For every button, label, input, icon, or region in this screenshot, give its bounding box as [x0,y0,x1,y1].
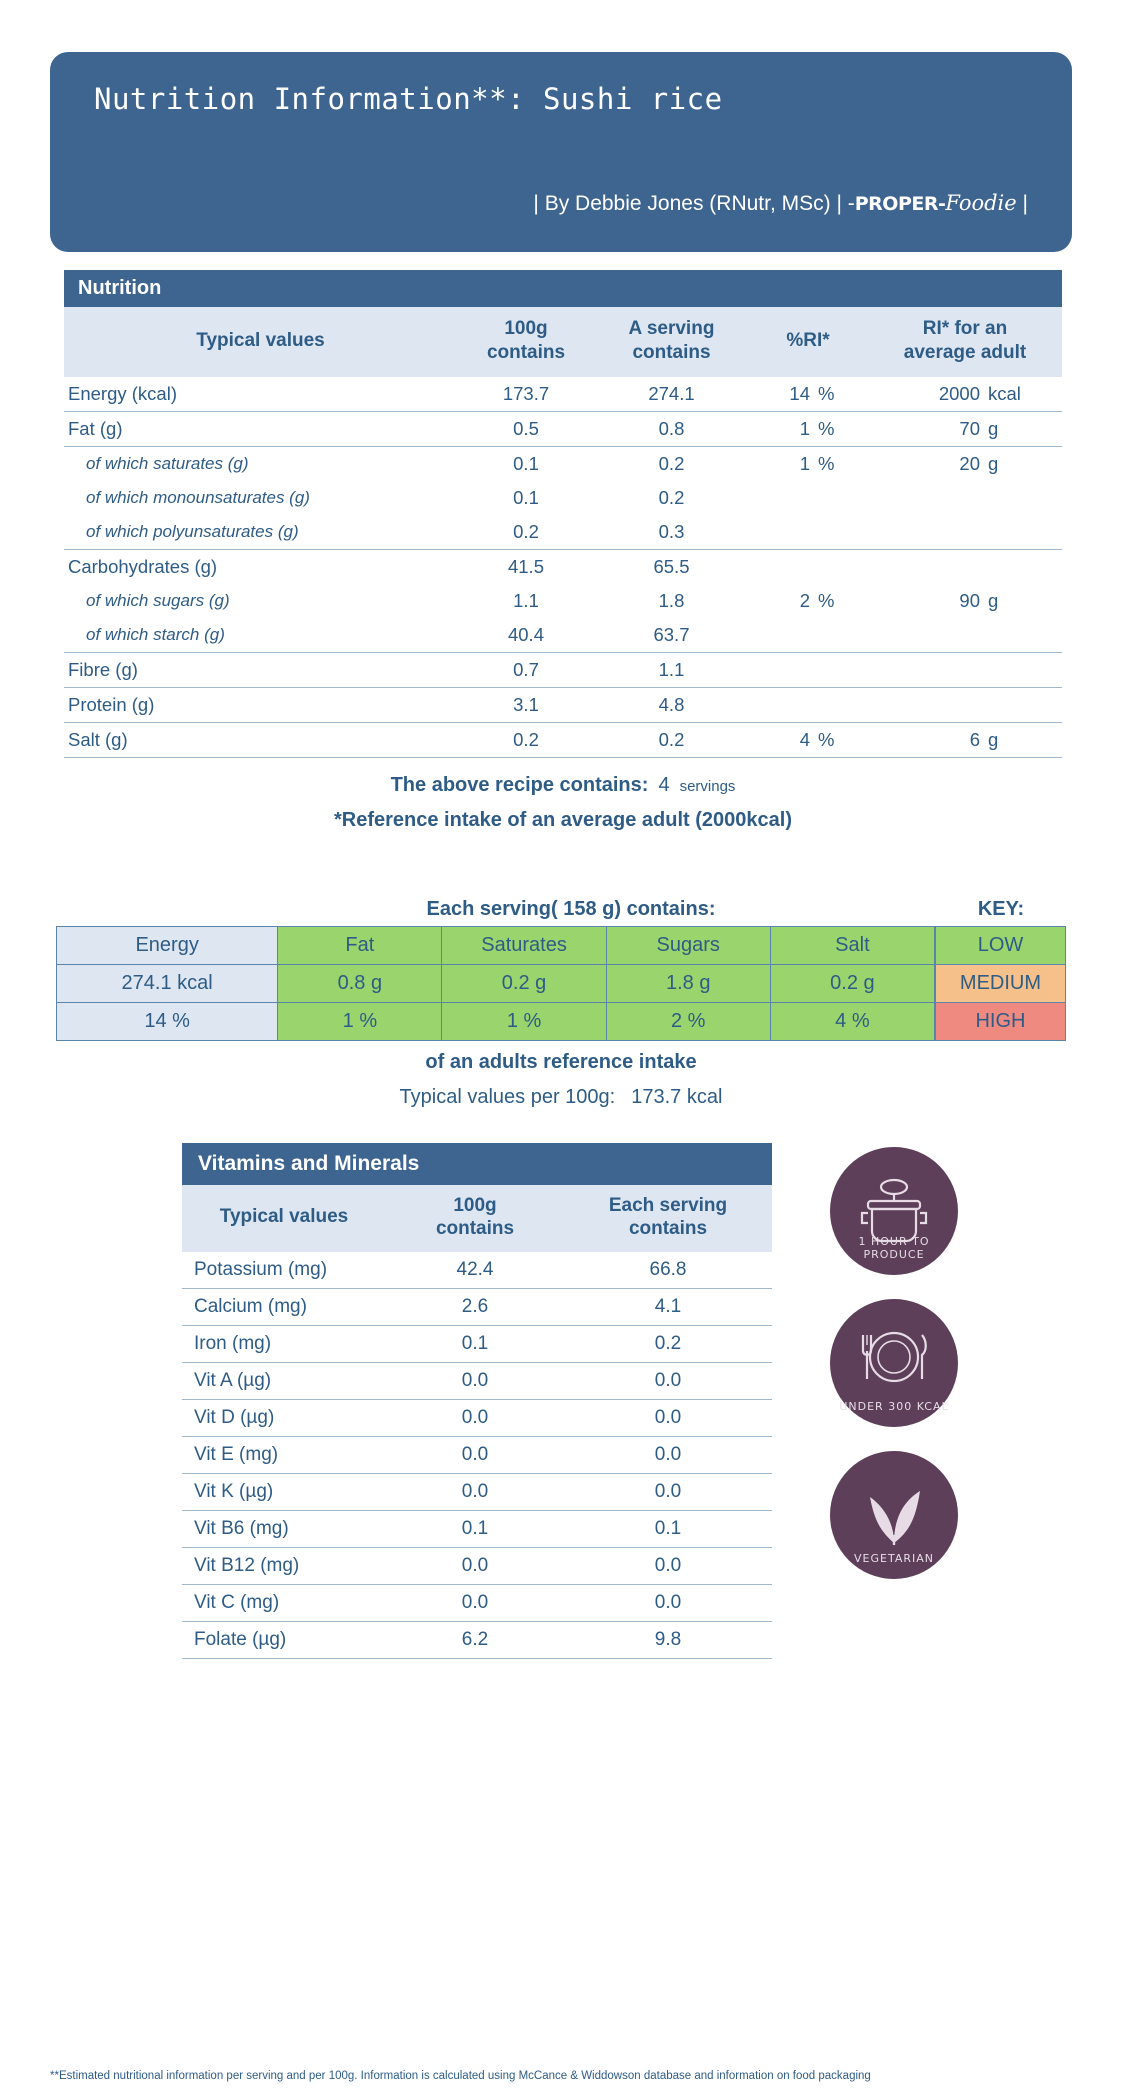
brand-foodie: Foodie [945,191,1017,215]
tl-fat-name: Fat [278,927,441,965]
servings-label: The above recipe contains: [390,773,649,796]
traffic-light-col-fat [278,927,442,1040]
row-100g: 0.7 [457,652,595,687]
row-ri-unit [984,652,1062,687]
tl-fat-amount [278,965,441,1003]
row-label: Vit A (µg) [182,1363,386,1400]
tl-sugars-amount-unit: g [699,971,711,994]
vit-col-header-serving-line1: Each serving [608,1194,728,1216]
row-100g: 0.1 [513,486,539,508]
traffic-light-col-salt [771,927,935,1040]
row-ri-unit [984,481,1062,515]
row-ri-percent: 1 [799,452,810,474]
tl-sugars-name: Sugars [607,927,770,965]
tl-salt-percent-value: 4 [835,1009,847,1032]
row-label: Vit B6 (mg) [182,1511,386,1548]
nutrition-table [64,307,1062,758]
table-row [182,1252,772,1289]
tl-salt-percent [771,1003,934,1040]
row-ri-value [868,618,984,653]
footnote: **Estimated nutritional information per serving and per 100g. Information is calculated using McCance & Widdowson database and information on food packaging [50,2070,871,2082]
row-label: Protein (g) [64,687,457,722]
row-serving: 4.1 [564,1289,772,1326]
tl-fat-percent-value: 1 [342,1009,354,1032]
row-label: Fibre (g) [64,652,457,687]
servings-word: servings [679,777,736,795]
row-serving: 0.2 [658,452,685,474]
row-ri-unit [984,618,1062,653]
tl-energy-amount-unit: kcal [177,971,213,994]
per100-label: Typical values per 100g: [399,1085,616,1108]
tl-energy-amount-value: 274.1 [121,971,172,994]
row-serving: 0.8 [595,411,748,446]
traffic-light-col-saturates [442,927,606,1040]
badge-calories-label: UNDER 300 KCAL [839,1399,949,1413]
tl-salt-name: Salt [771,927,934,965]
row-100g: 41.5 [507,555,544,577]
row-label: of which sugars (g) [86,590,230,610]
row-label: Vit E (mg) [182,1437,386,1474]
row-100g: 1.1 [513,589,539,611]
row-serving: 274.1 [595,377,748,412]
tl-saturates-amount [442,965,605,1003]
row-ri-unit: g [988,452,999,474]
table-row [64,515,1062,550]
header-banner [50,52,1072,252]
row-ri-unit: kcal [984,377,1062,412]
each-serving-label [56,898,936,921]
table-row [64,687,1062,722]
row-ri-percent-sym: % [814,411,868,446]
key-low: LOW [936,927,1065,965]
tl-saturates-percent [442,1003,605,1040]
col-header-ri-adult-line1: RI* for an [922,318,1008,339]
row-label: Fat (g) [64,411,457,446]
tl-salt-percent-sym: % [851,1009,870,1032]
byline-text: | By Debbie Jones (RNutr, MSc) | - [533,192,855,215]
row-ri-percent-sym: % [814,377,868,412]
row-ri-percent-sym [814,618,868,653]
row-ri-percent-sym: % [814,722,868,757]
col-header-ri-adult-line2: average adult [903,341,1027,363]
row-ri-unit [984,515,1062,550]
table-row [64,549,1062,584]
col-header-typical-values: Typical values [64,307,457,377]
table-row [182,1511,772,1548]
table-row [64,481,1062,515]
row-100g: 0.0 [386,1474,564,1511]
vitamins-table-header [182,1185,772,1253]
row-100g: 0.2 [457,722,595,757]
row-ri-value [868,481,984,515]
tl-saturates-amount-value: 0.2 [501,971,530,994]
tl-saturates-amount-unit: g [535,971,547,994]
tl-sugars-percent-value: 2 [670,1009,683,1032]
row-ri-percent: 2 [799,589,810,611]
row-ri-percent: 1 [748,411,814,446]
row-serving: 0.2 [658,486,685,508]
vit-col-header-100g-line1: 100g [453,1194,497,1216]
traffic-light-block [50,898,1072,1109]
nutrition-section-title: Nutrition [64,270,1062,307]
row-ri-value [868,652,984,687]
row-serving: 1.1 [595,652,748,687]
table-row [182,1585,772,1622]
table-row [182,1400,772,1437]
row-ri-value: 20 [959,452,980,474]
each-serving-suffix: g) contains: [602,897,716,920]
vitamins-table [182,1185,772,1660]
tl-energy-percent-sym: % [172,1009,190,1032]
row-100g: 2.6 [386,1289,564,1326]
row-ri-percent-sym: % [818,589,835,611]
nutrition-table-block [64,270,1062,832]
key-high: HIGH [936,1003,1065,1040]
col-header-serving [595,307,748,377]
table-row [64,722,1062,757]
row-100g: 40.4 [457,618,595,653]
col-header-100g-line1: 100g [504,318,548,339]
row-label: Vit B12 (mg) [182,1548,386,1585]
table-row [182,1326,772,1363]
row-ri-unit: g [984,411,1062,446]
row-serving: 66.8 [564,1252,772,1289]
traffic-light-footer: of an adults reference intake [425,1050,697,1073]
tl-sugars-percent-sym: % [687,1009,706,1032]
badge-list [830,1147,958,1603]
badge-calories [830,1299,958,1427]
row-serving: 1.8 [658,589,685,611]
row-100g: 0.0 [386,1437,564,1474]
tl-fat-percent-sym: % [359,1009,378,1032]
table-row [64,652,1062,687]
table-row [182,1622,772,1659]
per100-unit: kcal [686,1085,723,1108]
col-header-ri-percent: %RI* [748,307,868,377]
row-100g: 0.1 [386,1326,564,1363]
brand-proper: PROPER [854,193,938,215]
reference-intake-note: *Reference intake of an average adult (2000kcal) [334,808,792,831]
tl-sugars-amount [607,965,770,1003]
byline-suffix: | [1022,192,1028,215]
row-100g: 6.2 [386,1622,564,1659]
row-ri-percent [748,687,814,722]
tl-salt-amount-unit: g [863,971,875,994]
row-serving: 63.7 [595,618,748,653]
row-ri-value [868,549,984,584]
row-label: Folate (µg) [182,1622,386,1659]
nutrition-table-header [64,307,1062,377]
row-label: Iron (mg) [182,1326,386,1363]
col-header-100g [457,307,595,377]
vitamins-table-body [182,1252,772,1659]
row-100g: 0.0 [386,1400,564,1437]
col-header-serving-line1: A serving [628,318,715,339]
table-row [64,446,1062,481]
row-label: Vit C (mg) [182,1585,386,1622]
table-row [182,1474,772,1511]
table-row [64,411,1062,446]
table-row [182,1289,772,1326]
row-serving: 0.0 [564,1400,772,1437]
col-header-serving-line2: contains [632,341,711,363]
row-serving: 0.2 [564,1326,772,1363]
key-label: KEY: [977,897,1025,920]
row-serving: 0.3 [595,515,748,550]
row-ri-percent [748,515,814,550]
tl-salt-amount [771,965,934,1003]
traffic-light-top-row [50,898,1072,926]
col-header-100g-line2: contains [486,341,566,363]
traffic-light-key [935,927,1065,1040]
page-title: Nutrition Information**: Sushi rice [94,82,723,116]
vitamins-table-block [182,1143,772,1660]
row-ri-unit: g [988,589,999,611]
row-ri-percent: 4 [748,722,814,757]
row-ri-value: 2000 [868,377,984,412]
row-ri-percent [748,652,814,687]
tl-fat-amount-value: 0.8 [337,971,366,994]
row-ri-value [868,687,984,722]
badge-vegetarian-label: VEGETARIAN [854,1551,934,1565]
row-ri-unit [984,549,1062,584]
tl-saturates-percent-value: 1 [506,1009,518,1032]
typical-values-per-100g [50,1086,1072,1109]
vitamins-and-badges [50,1143,1072,1660]
tl-energy-percent-value: 14 [144,1009,167,1032]
row-100g: 3.1 [457,687,595,722]
nutrition-table-body [64,377,1062,758]
traffic-light-col-energy [57,927,278,1040]
tl-saturates-percent-sym: % [523,1009,542,1032]
badge-time-label: 1 HOUR TO PRODUCE [858,1234,930,1261]
servings-count: 4 [658,773,670,796]
row-100g: 173.7 [457,377,595,412]
row-label: of which monounsaturates (g) [86,487,310,507]
row-label: Potassium (mg) [182,1252,386,1289]
byline [533,191,1028,216]
row-label: Vit D (µg) [182,1400,386,1437]
badge-time [830,1147,958,1275]
table-row [182,1437,772,1474]
servings-line [64,774,1062,797]
tl-fat-amount-unit: g [371,971,383,994]
nutrition-info-page [0,52,1122,2100]
row-serving: 0.0 [564,1548,772,1585]
row-serving: 65.5 [653,555,690,577]
row-label: Calcium (mg) [182,1289,386,1326]
traffic-light-col-sugars [607,927,771,1040]
tl-salt-amount-value: 0.2 [830,971,858,994]
each-serving-prefix: Each serving( [426,897,558,920]
row-label: of which saturates (g) [86,453,249,473]
row-100g: 0.1 [513,452,539,474]
row-label: Salt (g) [64,722,457,757]
brand-dash: - [938,193,946,215]
row-serving: 0.0 [564,1474,772,1511]
row-label: of which polyunsaturates (g) [64,515,457,550]
row-ri-value [868,515,984,550]
vit-col-header-serving-line2: contains [628,1218,708,1240]
traffic-light-table [56,926,1066,1041]
row-serving: 0.0 [564,1585,772,1622]
tl-saturates-name: Saturates [442,927,605,965]
row-ri-unit: g [984,722,1062,757]
row-100g: 0.0 [386,1548,564,1585]
tl-energy-amount [57,965,277,1003]
row-ri-value: 70 [868,411,984,446]
row-ri-value: 6 [868,722,984,757]
row-100g: 0.0 [386,1363,564,1400]
row-label: Carbohydrates (g) [68,555,218,577]
vit-col-header-typical: Typical values [182,1185,386,1253]
table-row [64,618,1062,653]
row-ri-value: 90 [959,589,980,611]
col-header-ri-adult [868,307,1062,377]
row-ri-unit [984,687,1062,722]
serving-size-value: 158 [563,897,597,920]
row-ri-percent-sym [814,481,868,515]
table-row [64,584,1062,618]
row-ri-percent-sym [814,687,868,722]
row-ri-percent-sym [814,652,868,687]
row-ri-percent [748,618,814,653]
row-serving: 0.0 [564,1437,772,1474]
badge-vegetarian [830,1451,958,1579]
row-serving: 4.8 [595,687,748,722]
row-ri-percent [748,481,814,515]
vit-col-header-100g [386,1185,564,1253]
row-label: of which starch (g) [64,618,457,653]
row-serving: 0.0 [564,1363,772,1400]
tl-energy-percent [57,1003,277,1040]
row-serving: 9.8 [564,1622,772,1659]
row-label: Energy (kcal) [64,377,457,412]
row-ri-percent: 14 [748,377,814,412]
per100-value: 173.7 [631,1085,682,1108]
tl-energy-name: Energy [57,927,277,965]
key-medium: MEDIUM [936,965,1065,1003]
row-ri-percent-sym [814,515,868,550]
row-100g: 0.0 [386,1585,564,1622]
tl-sugars-percent [607,1003,770,1040]
vit-col-header-serving [564,1185,772,1253]
table-row [182,1548,772,1585]
vitamins-section-title: Vitamins and Minerals [182,1143,772,1185]
row-label: Vit K (µg) [182,1474,386,1511]
row-serving: 0.2 [595,722,748,757]
vit-col-header-100g-line2: contains [435,1218,515,1240]
row-100g: 42.4 [386,1252,564,1289]
row-100g: 0.2 [457,515,595,550]
row-ri-percent-sym: % [818,452,835,474]
table-row [64,377,1062,412]
row-100g: 0.1 [386,1511,564,1548]
row-ri-percent-sym [814,549,868,584]
tl-fat-percent [278,1003,441,1040]
row-serving: 0.1 [564,1511,772,1548]
row-100g: 0.5 [457,411,595,446]
table-row [182,1363,772,1400]
tl-sugars-amount-value: 1.8 [665,971,694,994]
row-ri-percent [748,549,814,584]
